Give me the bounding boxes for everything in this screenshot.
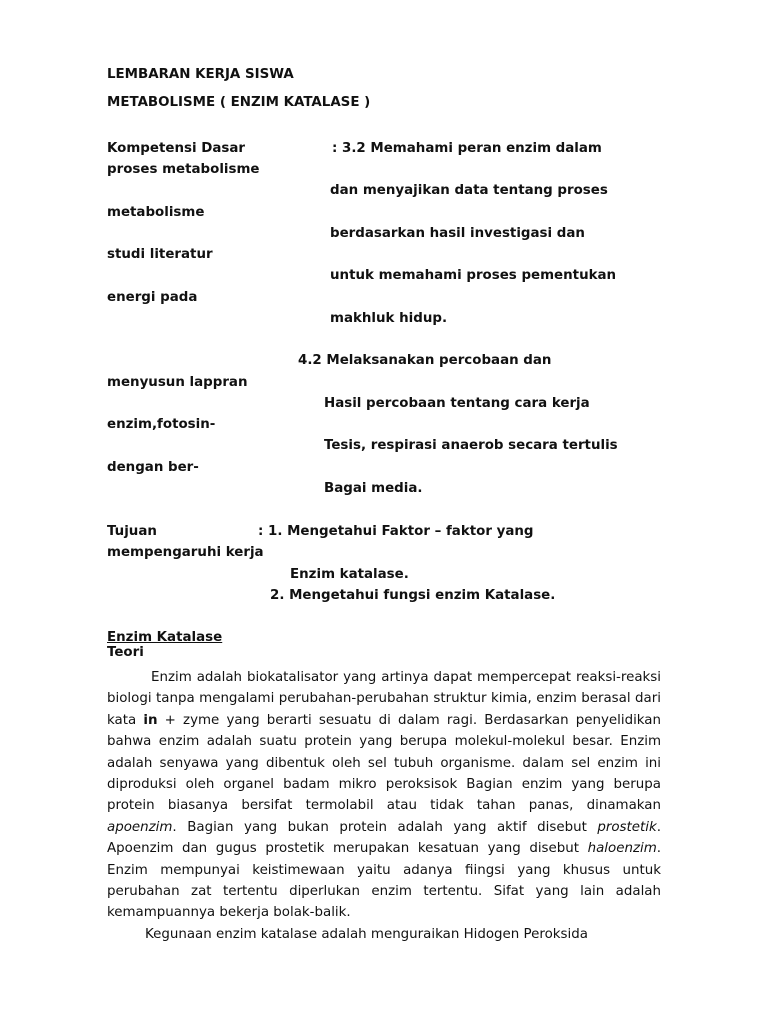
tujuan-line: 2. Mengetahui fungsi enzim Katalase. — [270, 588, 556, 603]
kd-line: studi literatur — [107, 247, 213, 262]
paragraph: Kegunaan enzim katalase adalah menguraikan Hidogen Peroksida — [145, 926, 588, 942]
kd-line: proses metabolisme — [107, 162, 260, 177]
section-heading: Enzim Katalase — [107, 630, 223, 645]
kd-line: : 3.2 Memahami peran enzim dalam — [332, 141, 602, 156]
kd-line: makhluk hidup. — [330, 311, 448, 326]
kd-line: berdasarkan hasil investigasi dan — [330, 226, 585, 241]
kd-line: 4.2 Melaksanakan percobaan dan — [298, 353, 552, 368]
kd-label: Kompetensi Dasar — [107, 141, 245, 156]
paragraph: Enzim adalah biokatalisator yang artinya dapat mempercepat reaksi-reaksi biologi tanpa mengalami perubahan-perubahan struktur kimia, enzim berasal dari kata in + zyme yang berarti sesuatu di dalam ragi. Berdasarkan penyelidikan bahwa enzim adalah suatu protein yang berupa molekul-molekul besar. Enzim adalah senyawa yang dibentuk oleh sel tubuh organisme. dalam sel enzim ini diproduksi oleh organel badam mikro peroksisok Bagian enzim yang berupa protein biasanya bersifat termolabil atau tidak tahan panas, dinamakan apoenzim. Bagian yang bukan protein adalah yang aktif disebut prostetik. Apoenzim dan gugus prostetik merupakan kesatuan yang disebut haloenzim. Enzim mempunyai keistimewaan yaitu adanya fiingsi yang khusus untuk perubahan zat tertentu diperlukan enzim tertentu. Sifat yang lain adalah kemampuannya bekerja bolak-balik. — [107, 670, 662, 921]
kd-line: enzim,fotosin- — [107, 417, 216, 432]
kd-line: Bagai media. — [324, 481, 423, 496]
section-subheading: Teori — [107, 645, 144, 660]
kd-line: untuk memahami proses pementukan — [330, 268, 617, 283]
kd-line: Tesis, respirasi anaerob secara tertulis — [324, 438, 618, 453]
body-text — [107, 667, 661, 945]
kd-line: menyusun lappran — [107, 375, 248, 390]
kd-line: energi pada — [107, 290, 198, 305]
kd-line: dengan ber- — [107, 460, 199, 475]
doc-title: LEMBARAN KERJA SISWA — [107, 67, 294, 82]
tujuan-line: mempengaruhi kerja — [107, 545, 264, 560]
tujuan-line: : 1. Mengetahui Faktor – faktor yang — [258, 524, 534, 539]
tujuan-label: Tujuan — [107, 524, 157, 539]
tujuan-line: Enzim katalase. — [290, 567, 409, 582]
doc-subtitle: METABOLISME ( ENZIM KATALASE ) — [107, 95, 371, 110]
kd-line: dan menyajikan data tentang proses — [330, 183, 608, 198]
kd-line: metabolisme — [107, 205, 205, 220]
kd-line: Hasil percobaan tentang cara kerja — [324, 396, 590, 411]
